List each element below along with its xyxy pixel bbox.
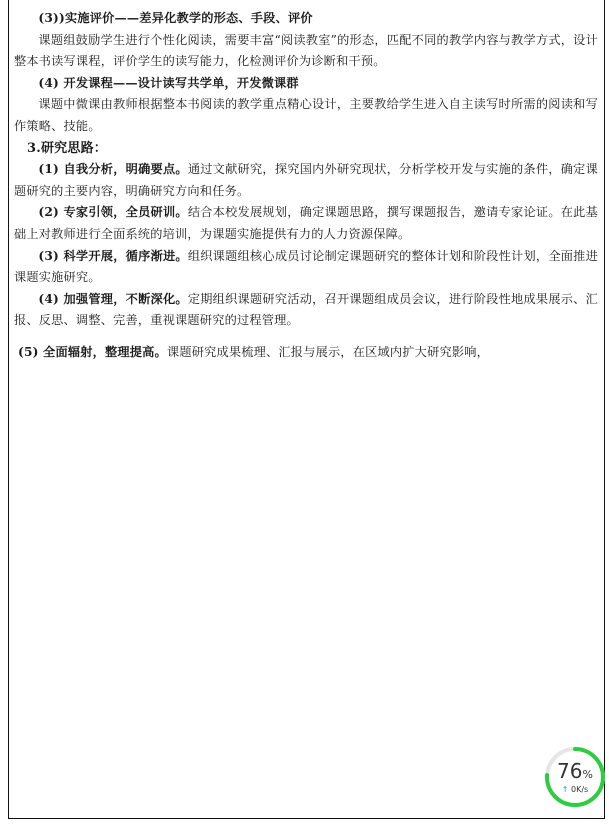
- lead-full-radiation: (5) 全面辐射，整理提高。: [18, 344, 167, 359]
- document-content: [14, 8, 598, 364]
- paragraph-strengthen-management: (4) 加强管理，不断深化。定期组织课题研究活动，召开课题组成员会议，进行阶段性地成果展示、汇报、反思、调整、完善，重视课题研究的过程管理。: [14, 291, 598, 328]
- lead-expert-guidance: (2) 专家引领，全员研训。: [38, 205, 188, 220]
- paragraph-self-analysis: (1) 自我分析，明确要点。通过文献研究，探究国内外研究现状，分析学校开发与实施的条件，确定课题研究的主要内容，明确研究方向和任务。: [14, 162, 598, 198]
- subheading-develop-course: (4) 开发课程——设计读写共学单，开发微课群: [38, 75, 299, 90]
- spacer: [14, 332, 598, 342]
- subheading-implement-evaluation: (3))实施评价——差异化教学的形态、手段、评价: [38, 11, 313, 25]
- network-speed-widget[interactable]: [543, 745, 607, 809]
- upload-arrow-icon: ↑: [561, 785, 569, 794]
- paragraph-full-radiation: (5) 全面辐射，整理提高。课题研究成果梳理、汇报与展示，在区域内扩大研究影响，: [18, 344, 490, 359]
- paragraph-scientific-progress: (3) 科学开展，循序渐进。组织课题组核心成员讨论制定课题研究的整体计划和阶段性计划，全面推进课题实施研究。: [14, 248, 598, 285]
- lead-self-analysis: (1) 自我分析，明确要点。: [38, 162, 188, 177]
- speed-percent: 76%: [557, 759, 593, 783]
- paragraph-expert-guidance: (2) 专家引领，全员研训。结合本校发展规划，确定课题思路，撰写课题报告，邀请专家论证。在此基础上对教师进行全面系统的培训，为课题实施提供有力的人力资源保障。: [14, 205, 598, 241]
- paragraph-develop-course: 课题中微课由教师根据整本书阅读的教学重点精心设计，主要教给学生进入自主读写时所需的阅读和写作策略、技能。: [14, 97, 598, 133]
- lead-scientific-progress: (3) 科学开展，循序渐进。: [38, 248, 188, 263]
- speed-rate: ↑ 0K/s: [561, 785, 589, 794]
- lead-strengthen-management: (4) 加强管理，不断深化。: [38, 291, 188, 306]
- paragraph-implement-evaluation: 课题组鼓励学生进行个性化阅读，需要丰富“阅读教室”的形态，匹配不同的教学内容与教学方式，设计整本书读写课程，评价学生的读写能力，化检测评价为诊断和干预。: [14, 32, 598, 69]
- section-title-research-approach: 3.研究思路：: [27, 140, 107, 156]
